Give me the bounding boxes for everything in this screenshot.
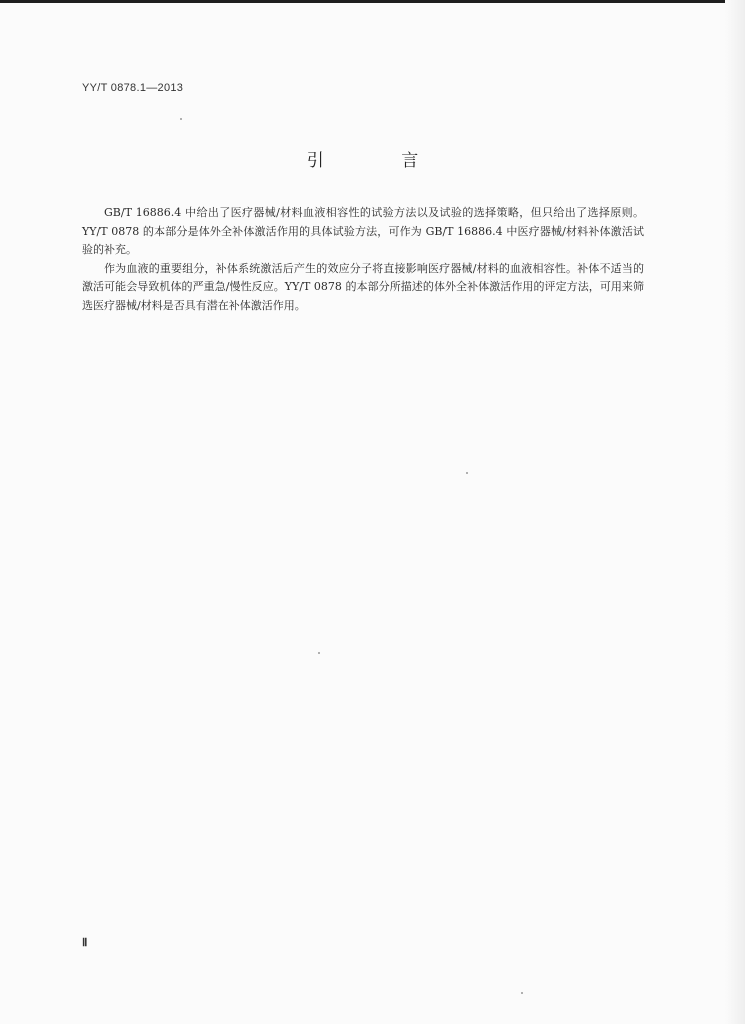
scan-right-shadow: [725, 0, 745, 1024]
standard-code-header: YY/T 0878.1—2013: [82, 82, 184, 94]
page-number: Ⅱ: [82, 937, 88, 949]
paragraph-1: GB/T 16886.4 中给出了医疗器械/材料血液相容性的试验方法以及试验的选择策略，但只给出了选择原则。YY/T 0878 的本部分是体外全补体激活作用的具体试验方法，可作为 GB/T 16886.4 中医疗器械/材料补体激活试验的补充。: [82, 206, 644, 256]
paragraph-2: 作为血液的重要组分，补体系统激活后产生的效应分子将直接影响医疗器械/材料的血液相容性。补体不适当的激活可能会导致机体的严重急/慢性反应。YY/T 0878 的本部分所描述的体外全补体激活作用的评定方法，可用来筛选医疗器械/材料是否具有潜在补体激活作用。: [82, 261, 644, 312]
body-text: [82, 204, 644, 315]
scan-speck: [521, 992, 523, 994]
scan-speck: [180, 118, 182, 120]
scan-top-edge: [0, 0, 745, 3]
scan-speck: [466, 472, 468, 474]
section-title: 引 言: [306, 151, 455, 171]
scan-speck: [318, 652, 320, 654]
